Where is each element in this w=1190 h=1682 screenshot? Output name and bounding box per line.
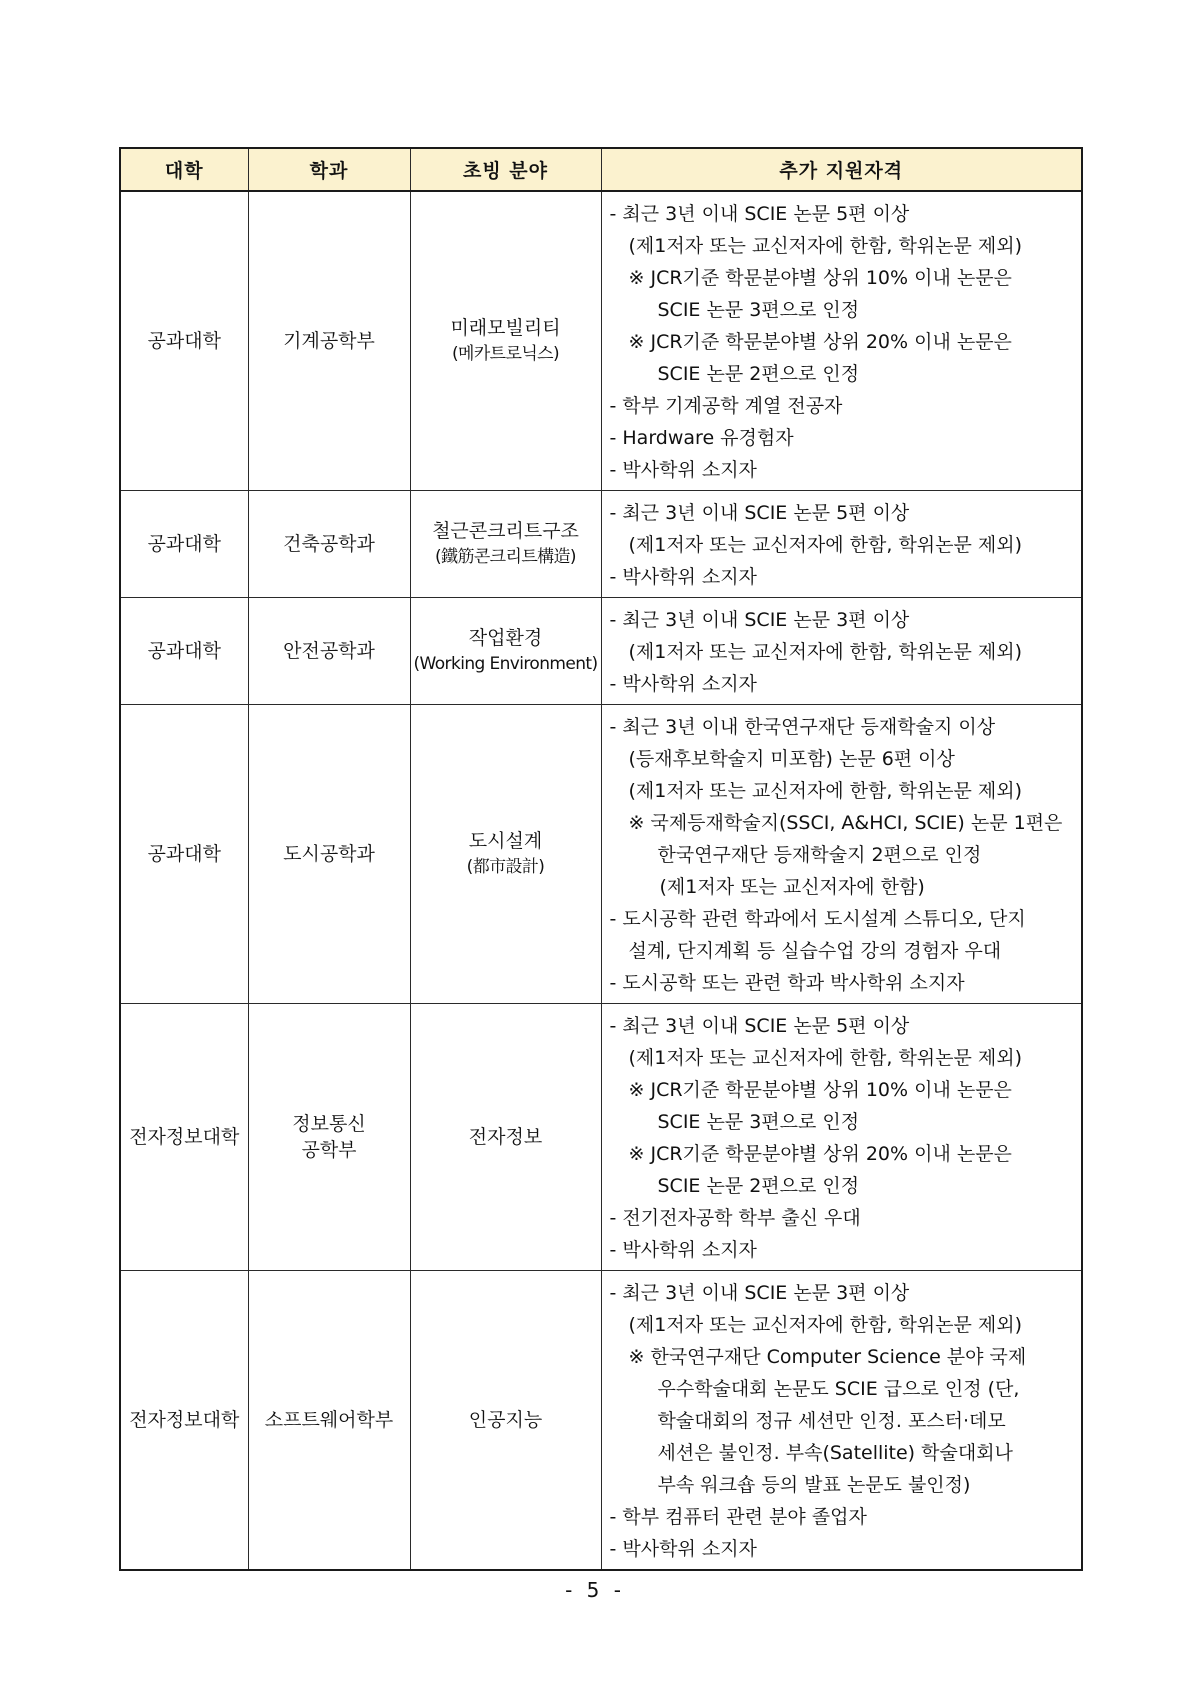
document-page [119,147,1081,1571]
college-text: 공과대학 [147,640,221,662]
qualifications-cell [601,1271,1082,1571]
qualification-line: - Hardware 유경험자 [609,427,794,449]
table-row [120,491,1082,598]
field-cell [410,1271,601,1571]
qualification-line: (제1저자 또는 교신저자에 한함) [659,876,925,898]
qualifications-cell [601,491,1082,598]
department-text: 정보통신 [292,1113,366,1135]
college-cell [120,705,248,1004]
field-cell [410,491,601,598]
qualification-line: (등재후보학술지 미포함) 논문 6편 이상 [628,748,955,770]
field-subtext: (都市設計) [466,857,545,877]
qualifications-cell [601,1004,1082,1271]
field-subtext: (鐵筋콘크리트構造) [435,547,576,567]
table-header-row [120,148,1082,191]
note-line: ※ JCR기준 학문분야별 상위 10% 이내 논문은 [628,267,1012,289]
qualification-line: - 박사학위 소지자 [609,673,757,695]
qualification-line: (제1저자 또는 교신저자에 한함, 학위논문 제외) [628,1314,1023,1336]
college-text: 공과대학 [147,330,221,352]
department-cell [248,491,410,598]
qualification-line: SCIE 논문 2편으로 인정 [657,363,860,385]
field-text: 전자정보 [468,1126,543,1148]
qualification-line: 설계, 단지계획 등 실습수업 강의 경험자 우대 [628,940,1002,962]
qualification-line: (제1저자 또는 교신저자에 한함, 학위논문 제외) [628,534,1023,556]
qualification-line: (제1저자 또는 교신저자에 한함, 학위논문 제외) [628,235,1023,257]
table-row [120,1004,1082,1271]
qualification-line: 부속 워크숍 등의 발표 논문도 불인정) [657,1474,971,1496]
qualification-line: SCIE 논문 3편으로 인정 [657,299,860,321]
header-field: 초빙 분야 [410,148,601,191]
college-text: 공과대학 [147,533,221,555]
qualification-line: - 박사학위 소지자 [609,459,757,481]
note-line: ※ 한국연구재단 Computer Science 분야 국제 [628,1346,1027,1368]
qualification-line: 우수학술대회 논문도 SCIE 급으로 인정 (단, [657,1378,1020,1400]
qualification-line: - 최근 3년 이내 SCIE 논문 5편 이상 [609,502,910,524]
field-cell [410,191,601,491]
college-text: 전자정보대학 [129,1126,240,1148]
page-number: - 5 - [565,1578,625,1602]
department-cell [248,1004,410,1271]
field-text: 미래모빌리티 [450,317,561,339]
table-row [120,191,1082,491]
header-qualifications: 추가 지원자격 [601,148,1082,191]
qualification-line: - 도시공학 관련 학과에서 도시설계 스튜디오, 단지 [609,908,1026,930]
qualification-line: - 최근 3년 이내 SCIE 논문 5편 이상 [609,203,910,225]
table-row [120,705,1082,1004]
qualification-line: (제1저자 또는 교신저자에 한함, 학위논문 제외) [628,641,1023,663]
department-text: 공학부 [301,1139,357,1161]
qualifications-cell [601,705,1082,1004]
header-college: 대학 [120,148,248,191]
field-text: 인공지능 [468,1409,543,1431]
college-cell [120,1271,248,1571]
field-text: 도시설계 [468,830,543,852]
qualifications-cell [601,598,1082,705]
qualification-line: 세션은 불인정. 부속(Satellite) 학술대회나 [657,1442,1013,1464]
department-text: 소프트웨어학부 [264,1409,394,1431]
qualification-line: - 박사학위 소지자 [609,566,757,588]
qualification-line: - 학부 기계공학 계열 전공자 [609,395,843,417]
college-cell [120,191,248,491]
field-cell [410,705,601,1004]
department-cell [248,705,410,1004]
qualification-line: - 도시공학 또는 관련 학과 박사학위 소지자 [609,972,965,994]
table-row [120,598,1082,705]
college-cell [120,598,248,705]
qualification-line: - 최근 3년 이내 한국연구재단 등재학술지 이상 [609,716,996,738]
qualification-line: SCIE 논문 3편으로 인정 [657,1111,860,1133]
qualification-line: - 최근 3년 이내 SCIE 논문 5편 이상 [609,1015,910,1037]
department-text: 기계공학부 [283,330,375,352]
note-line: ※ JCR기준 학문분야별 상위 10% 이내 논문은 [628,1079,1012,1101]
qualification-line: 한국연구재단 등재학술지 2편으로 인정 [657,844,982,866]
qualification-line: - 학부 컴퓨터 관련 분야 졸업자 [609,1506,867,1528]
field-text: 철근콘크리트구조 [432,520,579,542]
header-department: 학과 [248,148,410,191]
table-row [120,1271,1082,1571]
qualification-line: - 최근 3년 이내 SCIE 논문 3편 이상 [609,1282,910,1304]
field-subtext: (메카트로닉스) [452,344,559,364]
college-cell [120,1004,248,1271]
department-cell [248,191,410,491]
note-line: ※ JCR기준 학문분야별 상위 20% 이내 논문은 [628,331,1012,353]
qualification-line: (제1저자 또는 교신저자에 한함, 학위논문 제외) [628,780,1023,802]
qualification-line: - 전기전자공학 학부 출신 우대 [609,1207,861,1229]
college-text: 공과대학 [147,843,221,865]
college-cell [120,491,248,598]
department-text: 건축공학과 [283,533,375,555]
field-text: 작업환경 [468,627,543,649]
department-text: 안전공학과 [283,640,375,662]
department-text: 도시공학과 [283,843,375,865]
qualification-line: - 박사학위 소지자 [609,1538,757,1560]
field-cell [410,598,601,705]
qualifications-cell [601,191,1082,491]
field-subtext: (Working Environment) [413,654,598,674]
qualification-line: - 최근 3년 이내 SCIE 논문 3편 이상 [609,609,910,631]
college-text: 전자정보대학 [129,1409,240,1431]
recruitment-table [119,147,1083,1571]
qualification-line: - 박사학위 소지자 [609,1239,757,1261]
field-cell [410,1004,601,1271]
qualification-line: SCIE 논문 2편으로 인정 [657,1175,860,1197]
note-line: ※ 국제등재학술지(SSCI, A&HCI, SCIE) 논문 1편은 [628,812,1063,834]
note-line: ※ JCR기준 학문분야별 상위 20% 이내 논문은 [628,1143,1012,1165]
qualification-line: 학술대회의 정규 세션만 인정. 포스터·데모 [657,1410,1006,1432]
qualification-line: (제1저자 또는 교신저자에 한함, 학위논문 제외) [628,1047,1023,1069]
department-cell [248,1271,410,1571]
department-cell [248,598,410,705]
